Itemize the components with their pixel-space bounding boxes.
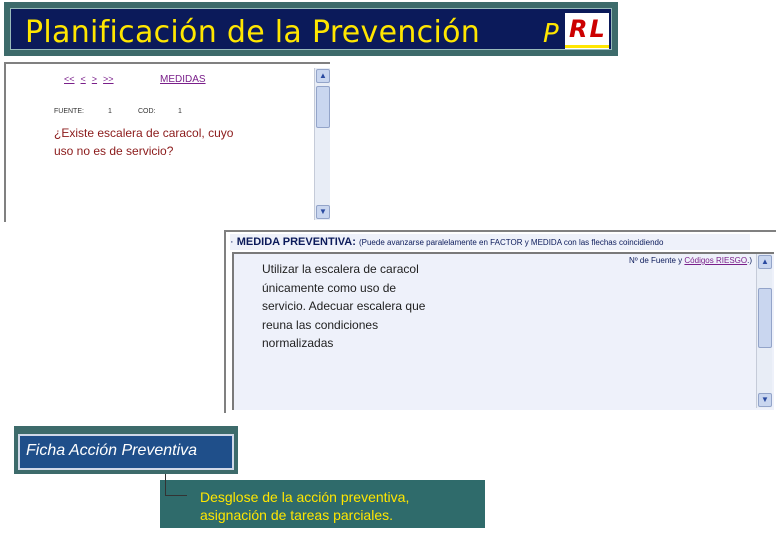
note-suffix: .) xyxy=(747,256,752,265)
factor-scrollbar[interactable] xyxy=(314,68,330,220)
page-title: Planificación de la Prevención xyxy=(25,15,481,50)
callout-connector xyxy=(165,474,187,496)
nav-next-link[interactable]: > xyxy=(91,74,98,84)
logo-underline xyxy=(565,45,609,48)
ficha-accion-preventiva-button[interactable] xyxy=(14,426,238,474)
medidas-link[interactable]: MEDIDAS xyxy=(160,74,206,85)
medida-body xyxy=(232,252,774,410)
ficha-inner xyxy=(18,434,234,470)
logo-p: P xyxy=(543,19,559,49)
nav-arrows xyxy=(64,74,120,84)
factor-question: ¿Existe escalera de caracol, cuyo uso no es de servicio? xyxy=(54,126,234,158)
callout-box xyxy=(160,480,485,528)
logo-rl: RL xyxy=(569,15,607,43)
callout-line-1: Desglose de la acción preventiva, xyxy=(200,489,410,505)
chevron-down-icon[interactable]: ▼ xyxy=(758,393,772,407)
medida-header xyxy=(230,234,750,250)
scrollbar-thumb[interactable] xyxy=(758,288,772,348)
cod-label: COD: xyxy=(138,108,156,115)
medida-header-note: (Puede avanzarse paralelamente en FACTOR y MEDIDA con las flechas coincidiendo xyxy=(358,238,664,247)
ficha-label: Ficha Acción Preventiva xyxy=(26,442,198,459)
chevron-down-icon[interactable]: ▼ xyxy=(316,205,330,219)
banner-inner xyxy=(10,8,612,50)
nav-prev-link[interactable]: < xyxy=(80,74,86,84)
factor-panel xyxy=(4,62,330,222)
medida-title: MEDIDA PREVENTIVA: xyxy=(236,236,356,248)
note-prefix: Nº de Fuente y xyxy=(629,256,685,265)
title-banner xyxy=(4,2,618,56)
callout-line-2: asignación de tareas parciales. xyxy=(200,507,394,523)
scrollbar-thumb[interactable] xyxy=(316,86,330,128)
prl-logo xyxy=(537,13,617,51)
medida-note xyxy=(629,256,752,265)
medida-text: Utilizar la escalera de caracol únicamente como uso de servicio. Adecuar escalera que reuna las condiciones normalizadas xyxy=(262,262,426,350)
chevron-up-icon[interactable]: ▲ xyxy=(758,255,772,269)
chevron-up-icon[interactable]: ▲ xyxy=(316,69,330,83)
callout-text xyxy=(200,488,409,524)
cod-value: 1 xyxy=(178,108,182,115)
medida-scrollbar[interactable] xyxy=(756,254,772,408)
nav-last-link[interactable]: >> xyxy=(103,74,114,84)
bullet: · xyxy=(230,236,234,248)
medida-panel xyxy=(224,230,776,413)
codigos-riesgo-link[interactable]: Códigos RIESGO xyxy=(684,256,748,265)
fuente-label: FUENTE: xyxy=(54,108,84,115)
nav-first-link[interactable]: << xyxy=(64,74,75,84)
fuente-value: 1 xyxy=(108,108,112,115)
